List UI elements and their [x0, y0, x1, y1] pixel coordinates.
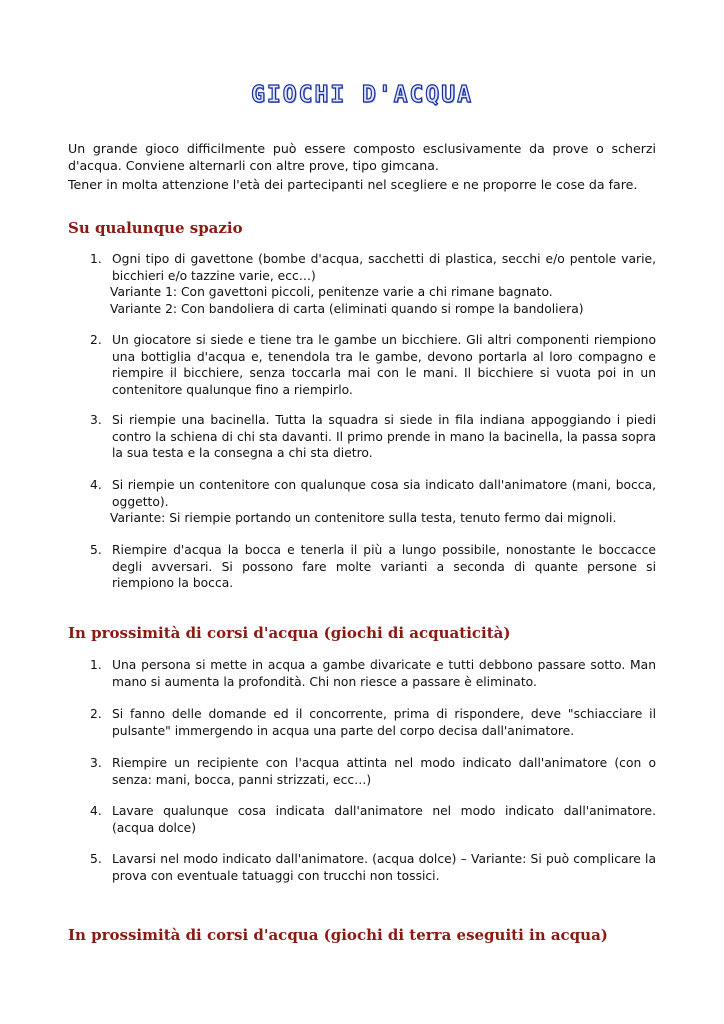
list-item [90, 706, 656, 739]
list-item-text: Si fanno delle domande ed il concorrente, prima di rispondere, deve "schiacciare il pulsante" immergendo in acqua una parte del corpo decisa dall'animatore. [112, 707, 656, 738]
list-item [90, 477, 656, 527]
list-item [90, 412, 656, 462]
list-item [90, 803, 656, 836]
list-item-number: 3. [90, 413, 102, 427]
intro-paragraph-1: Un grande gioco difficilmente può essere composto esclusivamente da prove o scherzi d'acqua. Conviene alternarli con altre prove, tipo gimcana. [68, 141, 656, 173]
list-item-number: 4. [90, 478, 102, 492]
list-item-text: Si riempie una bacinella. Tutta la squadra si siede in fila indiana appoggiando i piedi contro la schiena di chi sta davanti. Il primo prende in mano la bacinella, la passa sopra la sua testa e la consegna a chi sta dietro. [112, 413, 656, 460]
list-item-number: 3. [90, 756, 102, 770]
list-item-number: 1. [90, 658, 102, 672]
list-item-variant: Variante: Si riempie portando un contenitore sulla testa, tenuto fermo dai mignoli. [110, 511, 617, 525]
list-item-number: 1. [90, 252, 102, 266]
list-item [90, 851, 656, 884]
list-item-text: Lavare qualunque cosa indicata dall'animatore nel modo indicato dall'animatore. (acqua dolce) [112, 804, 656, 835]
page-title: GIOCHI D'ACQUA [251, 82, 473, 108]
list-item-number: 2. [90, 707, 102, 721]
list-item-number: 5. [90, 852, 102, 866]
list-item [90, 542, 656, 592]
list-item-text: Riempire un recipiente con l'acqua attinta nel modo indicato dall'animatore (con o senza: mani, bocca, panni strizzati, ecc…) [112, 756, 656, 787]
list-item [90, 657, 656, 690]
list-item [90, 332, 656, 398]
list-item-text: Un giocatore si siede e tiene tra le gambe un bicchiere. Gli altri componenti riempiono una bottiglia d'acqua e, tenendola tra le gambe, devono portarla al loro compagno e riempire il bicchiere, senza toccarla mai con le mani. Il bicchiere si vuota poi in un contenitore qualunque fino a riempirlo. [112, 333, 656, 397]
list-item-text: Una persona si mette in acqua a gambe divaricate e tutti debbono passare sotto. Man mano si aumenta la profondità. Chi non riesce a passare è eliminato. [112, 658, 656, 689]
section-heading-water-games: In prossimità di corsi d'acqua (giochi di acquaticità) [68, 624, 511, 642]
section-heading-land-games-in-water: In prossimità di corsi d'acqua (giochi di terra eseguiti in acqua) [68, 926, 608, 944]
list-item-number: 4. [90, 804, 102, 818]
list-item-number: 5. [90, 543, 102, 557]
list-item-text: Riempire d'acqua la bocca e tenerla il più a lungo possibile, nonostante le boccacce degli avversari. Si possono fare molte varianti a seconda di quante persone si riempiono la bocca. [112, 543, 656, 590]
section-heading-any-space: Su qualunque spazio [68, 219, 243, 237]
list-item-text: Si riempie un contenitore con qualunque cosa sia indicato dall'animatore (mani, bocca, oggetto). [112, 478, 656, 509]
list-item-text: Ogni tipo di gavettone (bombe d'acqua, sacchetti di plastica, secchi e/o pentole varie, bicchieri e/o tazzine varie, ecc…) [112, 252, 656, 283]
list-item-variant: Variante 2: Con bandoliera di carta (eliminati quando si rompe la bandoliera) [110, 301, 584, 316]
intro-paragraph-2: Tener in molta attenzione l'età dei partecipanti nel scegliere e ne proporre le cose da fare. [68, 177, 638, 192]
list-item [90, 251, 656, 317]
list-item-text: Lavarsi nel modo indicato dall'animatore. (acqua dolce) – Variante: Si può complicare la prova con eventuale tatuaggi con trucchi non tossici. [112, 852, 656, 883]
list-item-number: 2. [90, 333, 102, 347]
list-item [90, 755, 656, 788]
list-item-variant: Variante 1: Con gavettoni piccoli, penitenze varie a chi rimane bagnato. [110, 285, 553, 299]
